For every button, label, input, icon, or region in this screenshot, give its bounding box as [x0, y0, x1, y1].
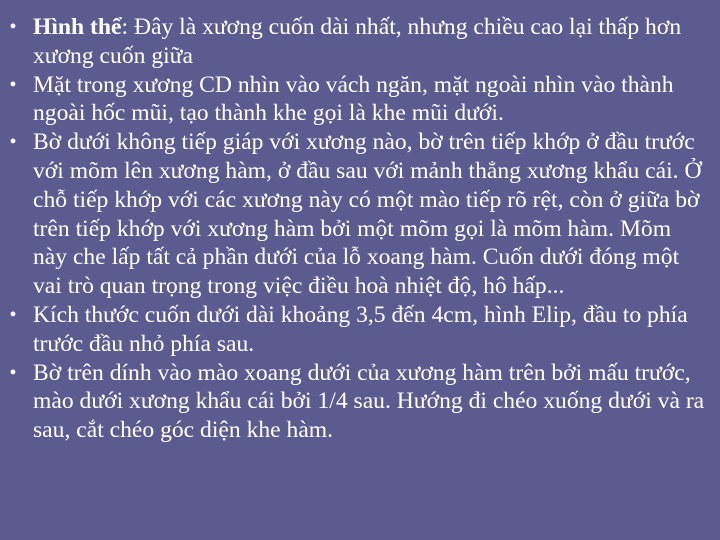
bullet-icon: • — [9, 16, 17, 38]
bullet-text — [33, 360, 704, 444]
bullet-text — [33, 302, 688, 357]
bullet-body: Bờ dưới không tiếp giáp với xương nào, bờ trên tiếp khớp ở đầu trước với mõm lên xương hàm, ở đầu sau với mảnh thẳng xương khẩu cái. Ở chỗ tiếp khớp với các xương này có một mào tiếp rõ rệt, còn ở giữa bờ trên tiếp khớp với xương hàm bởi một mõm gọi là mõm hàm. Mõm này che lấp tất cả phần dưới của lỗ xoang hàm. Cuốn dưới đóng một vai trò quan trọng trong việc điều hoà nhiệt độ, hô hấp... — [33, 129, 702, 300]
bullet-icon: • — [9, 361, 17, 384]
bullet-text — [33, 14, 681, 69]
bullet-text — [33, 72, 674, 127]
bullet-item-size — [0, 301, 720, 359]
bullet-icon: • — [9, 303, 17, 326]
bullet-body: Bờ trên dính vào mào xoang dưới của xương hàm trên bởi mấu trước, mào dưới xương khẩu cái bởi 1/4 sau. Hướng đi chéo xuống dưới và ra sau, cắt chéo góc diện khe hàm. — [33, 359, 705, 444]
bullet-item-shape — [0, 13, 720, 71]
bullet-body: Mặt trong xương CD nhìn vào vách ngăn, mặt ngoài nhìn vào thành ngoài hốc mũi, tạo thành khe gọi là khe mũi dưới. — [33, 71, 674, 127]
bullet-item-attachment — [0, 359, 720, 445]
bullet-icon: • — [9, 73, 17, 96]
bullet-item-surfaces — [0, 71, 720, 129]
bullet-body: : Đây là xương cuốn dài nhất, nhưng chiều cao lại thấp hơn xương cuốn giữa — [33, 14, 682, 69]
bullet-body: Kích thước cuốn dưới dài khoảng 3,5 đến 4cm, hình Elip, đầu to phía trước đầu nhỏ phía sau. — [33, 301, 688, 357]
bullet-list — [0, 13, 720, 445]
bullet-item-borders — [0, 128, 720, 301]
bullet-text — [33, 129, 702, 299]
bullet-lead: Hình thể — [33, 14, 122, 40]
bullet-icon: • — [9, 131, 17, 154]
